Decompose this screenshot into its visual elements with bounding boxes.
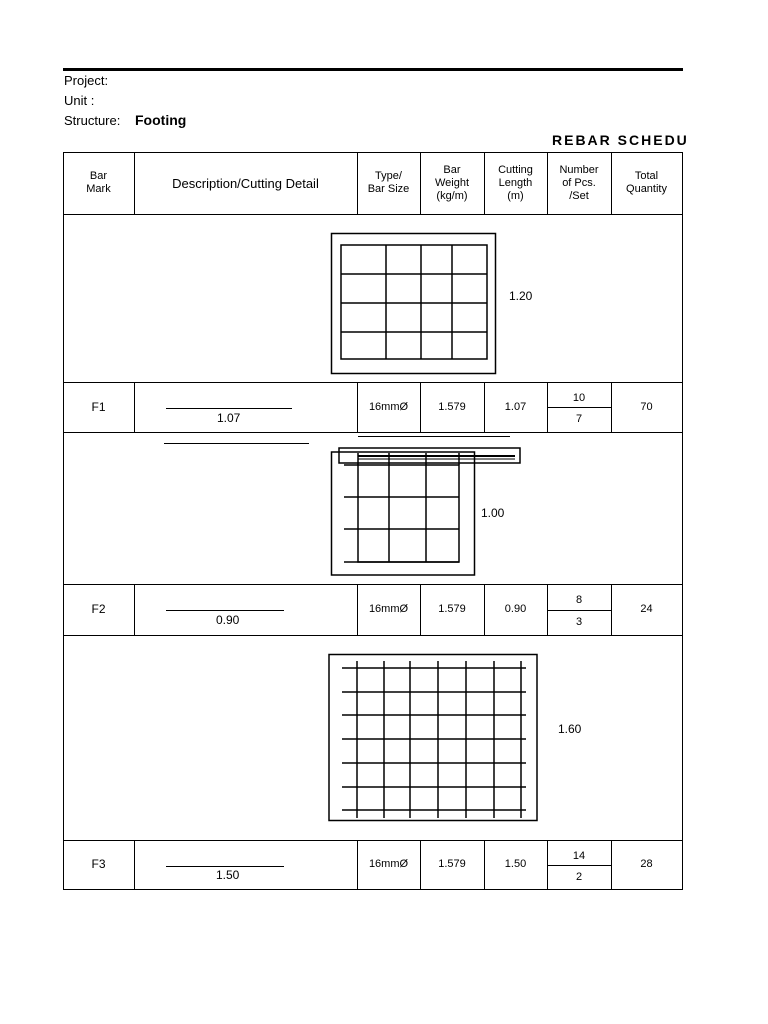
f2-pcs-bottom: 3 [575, 615, 583, 628]
row-divider [134, 382, 135, 432]
f3-pcs-top: 14 [572, 849, 586, 862]
f1-size: 16mmØ [368, 400, 409, 413]
f2-size: 16mmØ [368, 603, 409, 615]
col-bar-mark: Bar Mark [86, 170, 111, 195]
f1-dimension: 1.20 [509, 289, 533, 303]
col-pcs: Number of Pcs. /Set [559, 163, 599, 202]
f1-pcs-bottom: 7 [575, 412, 583, 425]
project-label: Project: [64, 73, 109, 88]
footing-f1-sketch [330, 232, 498, 376]
f1-pcs-top: 10 [572, 391, 586, 404]
f3-length: 1.50 [216, 868, 240, 882]
row-divider [134, 584, 135, 635]
f2-dimension: 1.00 [481, 506, 505, 520]
footing-f3-sketch [326, 653, 540, 823]
f3-bar-line [166, 866, 284, 867]
f1-cut: 1.07 [504, 400, 527, 413]
f3-cut: 1.50 [504, 858, 527, 870]
f2-total: 24 [640, 603, 653, 615]
row-line [63, 889, 683, 890]
stray-line [358, 436, 510, 437]
col-total: Total Quantity [626, 170, 667, 195]
top-rule [63, 68, 683, 71]
f3-weight: 1.579 [438, 858, 466, 870]
col-weight: Bar Weight (kg/m) [434, 163, 470, 202]
f2-weight: 1.579 [438, 603, 466, 615]
f1-weight: 1.579 [438, 400, 466, 413]
f2-bar-line [166, 610, 284, 611]
unit-label: Unit : [64, 93, 95, 108]
row-line [63, 635, 683, 636]
f3-total: 28 [640, 858, 653, 870]
structure-value: Footing [135, 112, 187, 128]
f3-mark: F3 [91, 857, 106, 871]
col-cutting: Cutting Length (m) [498, 163, 533, 202]
row-divider [134, 840, 135, 889]
f2-cut: 0.90 [504, 603, 527, 615]
header-bottom-line [63, 214, 683, 215]
row-line [63, 432, 683, 433]
col-description: Description/Cutting Detail [172, 175, 319, 191]
table-left-border [63, 152, 64, 890]
table-right-border [682, 152, 683, 890]
f3-pcs-bottom: 2 [575, 870, 583, 883]
f3-dimension: 1.60 [558, 722, 582, 736]
f2-pcs-top: 8 [575, 593, 583, 606]
f1-bar-line [166, 408, 292, 409]
col-type: Type/ Bar Size [367, 170, 410, 195]
structure-label: Structure: [64, 113, 121, 128]
schedule-title: REBAR SCHEDU [552, 132, 689, 148]
f2-mark: F2 [91, 602, 106, 616]
stray-line [164, 443, 309, 444]
f1-length: 1.07 [217, 411, 241, 425]
f3-size: 16mmØ [368, 858, 409, 870]
f2-length: 0.90 [216, 613, 240, 627]
f1-mark: F1 [91, 399, 106, 414]
f1-total: 70 [640, 400, 653, 413]
